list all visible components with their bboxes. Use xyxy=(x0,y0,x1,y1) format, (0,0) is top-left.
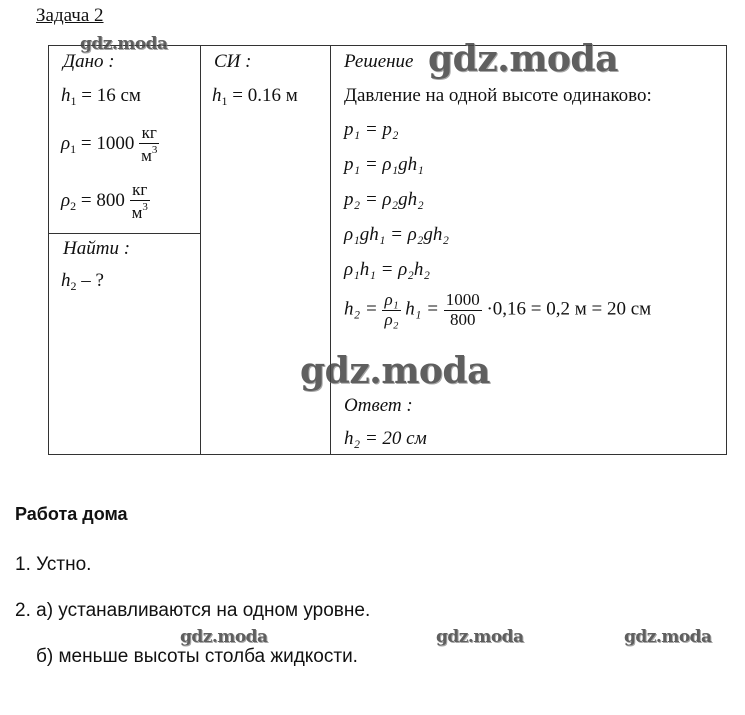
density-ratio-fraction: $\frac{\text{ρ₁}}{\text{ρ₂}}$ xyxy=(384,290,399,329)
rho1-unit-fraction: $\frac{кг}{м^3}$ xyxy=(141,123,158,165)
equation-5: ρ₁h₁ = ρ₂h₂ xyxy=(344,259,430,280)
si-h1: $h_1 = 0.16$ м xyxy=(212,85,298,108)
homework-title: Работа дома xyxy=(15,504,128,524)
given-header: Дано : xyxy=(63,51,115,72)
solution-table xyxy=(48,45,727,455)
watermark-logo: gdz.moda xyxy=(624,627,712,647)
equation-2: p₁ = ρ₁gh₁ xyxy=(344,154,424,175)
homework-item-2b: б) меньше высоты столба жидкости. xyxy=(36,646,358,667)
divider-given-find xyxy=(49,233,200,234)
watermark-logo: gdz.moda xyxy=(428,38,618,80)
homework-item-1: 1. Устно. xyxy=(15,554,92,575)
answer-header: Ответ : xyxy=(344,395,413,416)
solution-statement: Давление на одной высоте одинаково: xyxy=(344,85,652,106)
equation-1: p₁ = p₂ xyxy=(344,119,399,140)
numeric-ratio-fraction: $\frac{1000}{800}$ xyxy=(445,290,480,329)
si-header: СИ : xyxy=(214,51,252,72)
homework-item-2a: 2. а) устанавливаются на одном уровне. xyxy=(15,600,371,621)
task-title: Задача 2 xyxy=(36,5,104,26)
solution-header: Решение xyxy=(344,51,414,72)
equation-3: p₂ = ρ₂gh₂ xyxy=(344,189,424,210)
given-rho2: $\rho_2 = 800$ $\frac{кг}{м^3}$ xyxy=(61,180,148,222)
divider-si-solution xyxy=(330,46,331,454)
equation-6: h₂ = $\frac{\text{ρ₁}}{\text{ρ₂}}$ h₁ = $\frac{1000}{800}$ ·0,16 = 0,2 м = 20 см xyxy=(344,290,652,329)
divider-given-si xyxy=(200,46,201,454)
given-rho1: $\rho_1 = 1000$ $\frac{кг}{м^3}$ xyxy=(61,123,158,165)
find-header: Найти : xyxy=(63,238,131,259)
find-h2: $h_2$ – ? xyxy=(61,270,104,293)
watermark-logo: gdz.moda xyxy=(180,627,268,647)
rho2-unit-fraction: $\frac{кг}{м^3}$ xyxy=(131,180,148,222)
answer-value: h₂ = 20 см xyxy=(344,428,427,449)
watermark-logo: gdz.moda xyxy=(436,627,524,647)
given-h1: $h_1 = 16$ см xyxy=(61,85,141,108)
equation-4: ρ₁gh₁ = ρ₂gh₂ xyxy=(344,224,449,245)
watermark-logo: gdz.moda xyxy=(80,34,168,54)
watermark-logo: gdz.moda xyxy=(300,350,490,392)
